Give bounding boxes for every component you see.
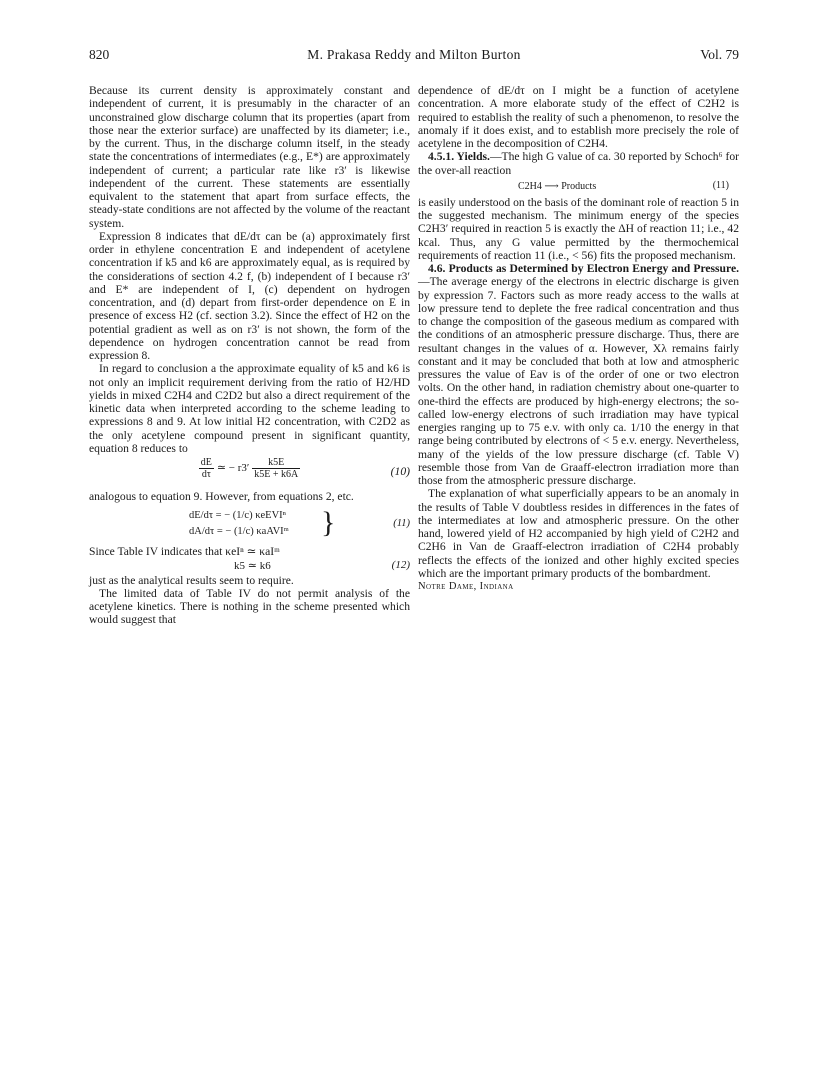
author-location: Notre Dame, Indiana bbox=[418, 581, 514, 592]
fraction: $\frac{k5E}{k5E + k6A}$ bbox=[254, 457, 299, 480]
equation-number: (10) bbox=[390, 465, 410, 478]
paragraph: just as the analytical results seem to require. bbox=[89, 573, 294, 587]
paragraph: Expression 8 indicates that dE/dτ can be (a) approximately first order in ethylene concentration E and independent of acetylene concentration if k5 and k6 are approximately equal, as is required by the considerations of section 4.2 f, (b) independent of I because r3′ and E* are independent of I, (c) dependent on hydrogen concentration, and (d) depart from first-order dependence on E in presence of excess H2 (cf. section 3.2). Since the effect of H2 on the potential gradient as well as on r3′ is not shown, the form of the dependence on hydrogen concentration cannot be read from expression 8. bbox=[89, 229, 410, 362]
equation-line: dE/dτ = − (1/c) κeEVIⁿ bbox=[189, 510, 286, 522]
equation-line: dA/dτ = − (1/c) κaAVIᵐ bbox=[189, 526, 289, 538]
equation-12 bbox=[89, 559, 410, 574]
reaction-equation bbox=[418, 179, 739, 194]
reaction-text: C2H4 ⟶ Products bbox=[518, 180, 597, 192]
fraction: $\frac{dE}{d\tau}$ bbox=[200, 457, 212, 480]
equation-operator: ≃ − r3′ bbox=[216, 462, 250, 475]
section-heading: 4.5.1. Yields. bbox=[428, 150, 490, 164]
section-heading: 4.6. Products as Determined by Electron Energy and Pressure. bbox=[428, 262, 739, 275]
brace: } bbox=[321, 506, 336, 540]
right-column bbox=[418, 84, 739, 593]
left-column bbox=[89, 84, 410, 627]
paragraph: Since Table IV indicates that κeIⁿ ≃ κaIᵐ bbox=[89, 545, 280, 559]
equation-number: (11) bbox=[393, 518, 410, 530]
paragraph: The explanation of what superficially appears to be an anomaly in the results of Table V doubtless resides in differences in the fates of the intermediates at low and atmospheric pressure. On the other hand, lowered yield of H2 accompanied by high yield of C2H2 and C2H6 in Van de Graaff-electron irradiation of C2H4 probably reflects the effects of the ionized and other highly excited species which are the important primary products of the bombardment. bbox=[418, 487, 739, 580]
running-title: M. Prakasa Reddy and Milton Burton bbox=[307, 47, 521, 62]
section-text: —The high G value of ca. 30 reported by Schoch⁶ for the over-all reaction bbox=[418, 150, 739, 177]
section-4-6 bbox=[418, 262, 739, 487]
equation-number: (12) bbox=[391, 558, 410, 571]
equation-number: (11) bbox=[712, 179, 729, 191]
paragraph: In regard to conclusion a the approximate equality of k5 and k6 is not only an implicit requirement deriving from the ratio of H2/HD yields in mixed C2H4 and C2D2 but also a direct requirement of the kinetic data when interpreted according to the scheme leading to expressions 8 and 9. At low initial H2 concentration, with C2D2 as the only acetylene compound present in significant quantity, equation 8 reduces to bbox=[89, 362, 410, 455]
running-header bbox=[89, 47, 739, 65]
paragraph: The limited data of Table IV do not permit analysis of the acetylene kinetics. There is nothing in the scheme presented which would suggest that bbox=[89, 586, 410, 627]
paragraph: dependence of dE/dτ on I might be a function of acetylene concentration. A more elaborate study of the effect of C2H2 is required to establish the reality of such a phenomenon, to resolve the anomaly if it does exist, and to establish more precisely the role of acetylene in the decomposition of C2H4. bbox=[418, 84, 739, 150]
volume-label: Vol. 79 bbox=[700, 47, 739, 62]
section-4-5-1 bbox=[418, 150, 739, 177]
paragraph: analogous to equation 9. However, from equations 2, etc. bbox=[89, 490, 354, 503]
section-text: —The average energy of the electrons in electric discharge is given by expression 7. Factors such as more ready access to the walls at low pressure tend to deplete the free radical concentration and thus to change the composition of the gaseous medium as compared with the conditions of an atmospheric pressure discharge. Thus, there are resultant changes in the values of α. However, Xλ remains fairly constant and it may be concluded that both at low and atmospheric pressures the value of Eav is of the order of one or two electron volts. On the other hand, in radiation chemistry about one-quarter to one-third the effects are produced by high-energy electrons; the so-called low-energy electrons of such irradiation may have typical energies ranging up to 75 e.v. with only ca. 1/10 the energy in that range being contributed by electrons of < 5 e.v. energy. Nevertheless, many of the yields of the low pressure discharge (cf. Table V) resemble those from Van de Graaff-electron irradiation more than those from the atmospheric pressure discharge. bbox=[418, 275, 739, 487]
equation-10 bbox=[89, 457, 410, 487]
paragraph: is easily understood on the basis of the dominant role of reaction 5 in the suggested mechanism. The minimum energy of the species C2H3′ required in reaction 5 is exactly the ΔH of reaction 11; i.e., 42 kcal. Thus, any G value permitted by the thermochemical requirements of reaction 11 (i.e., < 56) fits the proposed mechanism. bbox=[418, 195, 739, 262]
equation-11 bbox=[89, 507, 410, 541]
paragraph: Because its current density is approximately constant and independent of current, it is presumably in the character of an unconstrained glow discharge column that its properties (apart from those near the exterior surface) are unaffected by its diameter; i.e., by the current. Thus, in the discharge column itself, in the steady state the concentrations of intermediates (e.g., E*) are approximately independent of current; a particular rate like r3′ is likewise independent of the current. These statements are essentially equivalent to the statement that apart from surface effects, the steady-state conditions are not affected by the volume of the reactant system. bbox=[89, 84, 410, 230]
equation-text: k5 ≃ k6 bbox=[234, 559, 271, 572]
page-number: 820 bbox=[89, 47, 110, 62]
